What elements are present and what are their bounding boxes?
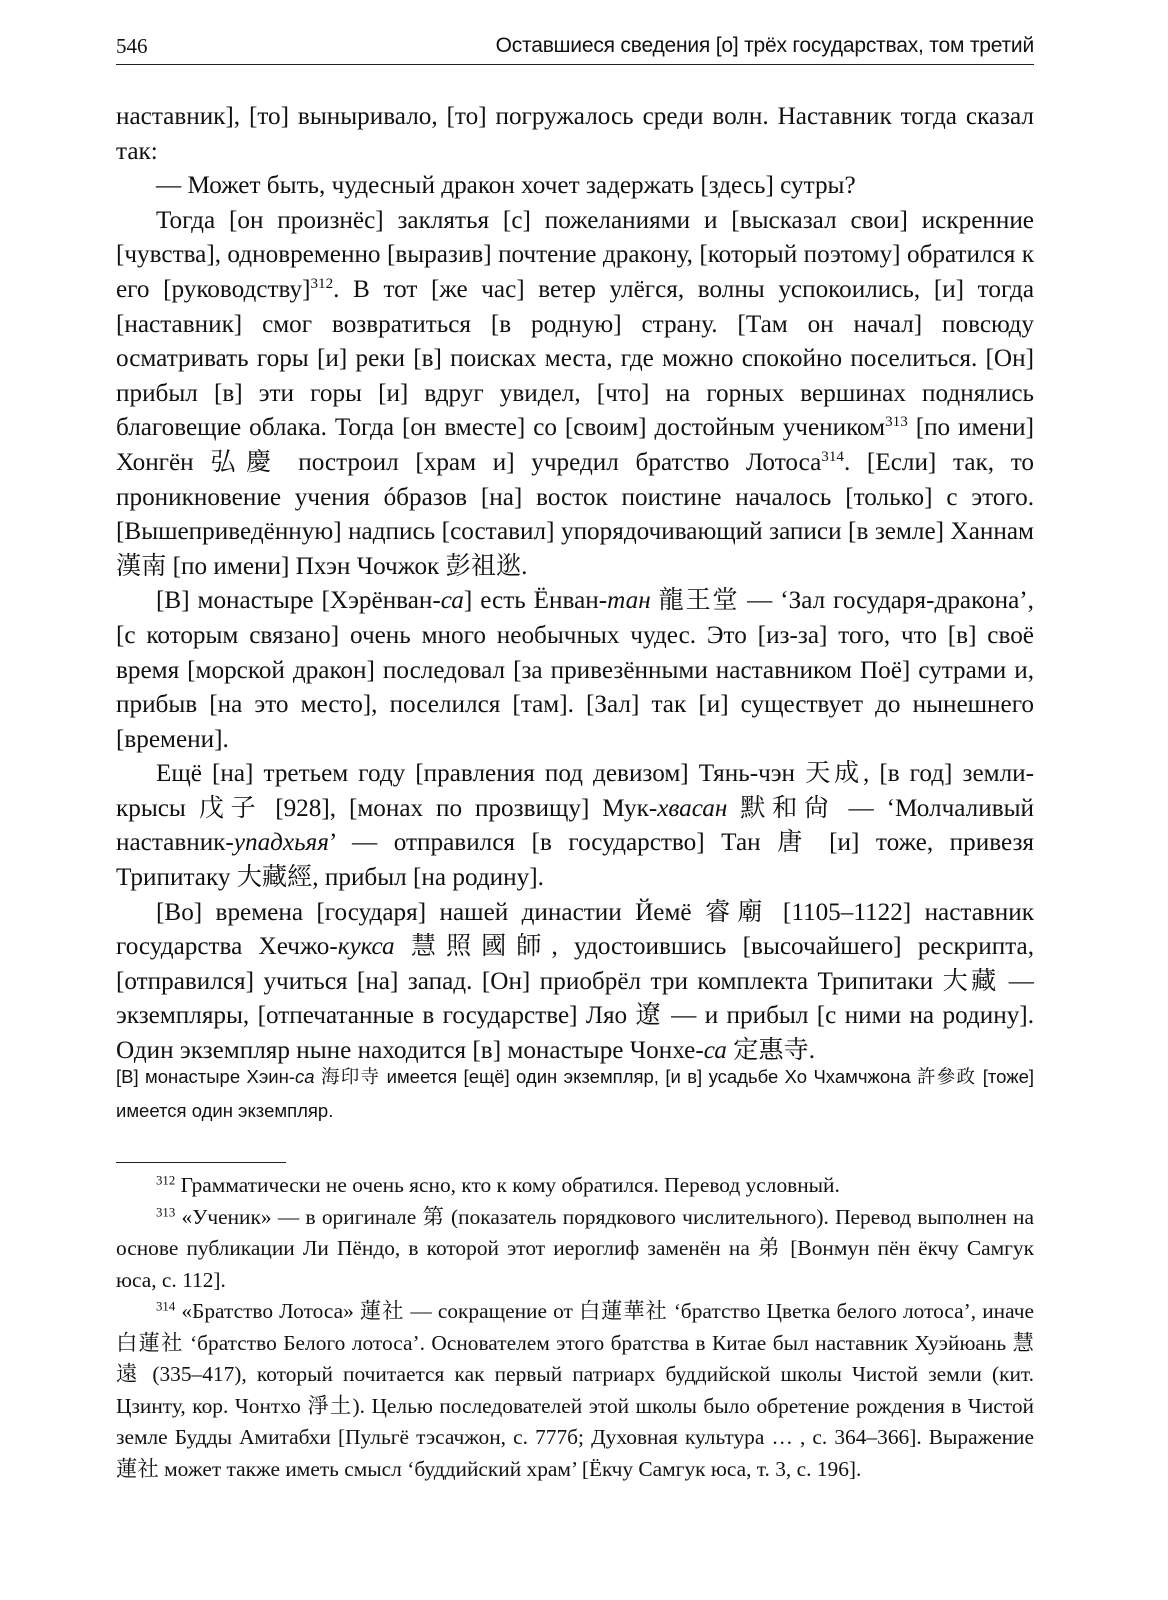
paragraph-5-text-b: 默和尙 — ‘Молчаливый наставник- bbox=[116, 794, 1034, 857]
paragraph-6-text-a: [Во] времена [государя] нашей династии Йемё 睿廟 [1105–1122] наставник государства Хечжо- bbox=[116, 898, 1034, 961]
footnote-312-text: Грамматически не очень ясно, кто к кому обратился. Перевод условный. bbox=[175, 1173, 840, 1197]
note-text-b: 海印寺 имеется [ещё] один экземпляр, [и в] усадьбе Хо Чхамчжона 許參政 [тоже] имеется один экземпляр. bbox=[116, 1066, 1034, 1121]
page-number: 546 bbox=[116, 34, 148, 58]
footnote-ref-314[interactable]: 314 bbox=[821, 448, 844, 465]
paragraph-3-text-d: . [Если] так, то проникновение учения óбразов [на] восток поистине началось [только] с этого. [Вышеприведённую] надпись [составил] упорядочивающий записи [в земле] Ханнам 漢南 [по имени] Пхэн Чочжок 彭祖逖. bbox=[116, 448, 1034, 580]
footnote-312 bbox=[116, 1170, 1034, 1202]
paragraph-3-text-a: Тогда [он произнёс] заклятья [с] пожеланиями и [высказал свои] искренние [чувства], одновременно [выразив] почтение дракону, [который поэтому] обратился к его [руководству] bbox=[116, 206, 1034, 303]
paragraph-6-text-c: 定惠寺. bbox=[726, 1037, 816, 1065]
footnotes bbox=[116, 1170, 1034, 1485]
paragraph-6-text-b: 慧照國師, удостоившись [высочайшего] рескрипта, [отправился] учиться [на] запад. [Он] приобрёл три комплекта Трипитаки 大藏 — экземпляры, [отпечатанные в государстве] Ляо 遼 — и прибыл [с ними на родину]. Один экземпляр ныне находится [в] монастыре Чонхе- bbox=[116, 933, 1034, 1065]
note-italic-a: са bbox=[295, 1066, 315, 1087]
paragraph-4-italic-a: са bbox=[440, 587, 464, 615]
paragraph-3-text-c: [по имени] Хонгён 弘慶 построил [храм и] учредил братство Лотоса bbox=[116, 414, 1035, 476]
page-header bbox=[116, 30, 1034, 65]
paragraph-4-text-b: ] есть Ёнван- bbox=[463, 587, 608, 615]
footnote-314 bbox=[116, 1296, 1034, 1485]
note-text-a: [В] монастыре Хэин- bbox=[116, 1066, 296, 1087]
footnote-313 bbox=[116, 1202, 1034, 1297]
paragraph-5-text-c: ’ — отправился [в государство] Тан 唐 [и] тоже, привезя Трипитаку 大藏經, прибыл [на родину]. bbox=[116, 829, 1034, 892]
paragraph-3 bbox=[116, 204, 1034, 585]
paragraph-3-text-b: . В тот [же час] ветер улёгся, волны успокоились, [и] тогда [наставник] смог возвратиться [в родную] страну. [Там он начал] повсюду осматривать горы [и] реки [в] поисках места, где можно спокойно поселиться. [Он] прибыл [в] эти горы [и] вдруг увидел, [что] на горных вершинах поднялись благовещие облака. Тогда [он вместе] со [своим] достойным учеником bbox=[116, 275, 1035, 442]
paragraph-6-italic-b: са bbox=[703, 1037, 727, 1065]
footnote-314-text: «Братство Лотоса» 蓮社 — сокращение от 白蓮華社 ‘братство Цветка белого лотоса’, иначе 白蓮社 ‘братство Белого лотоса’. Основателем этого братства в Китае был наставник Хуэйюань 慧遠 (335–417), который почитается как первый патриарх буддийской школы Чистой земли (кит. Цзинту, кор. Чонтхо 淨土). Целью последователей этой школы было обретение рождения в Чистой земле Будды Амитабхи [Пульгё тэсачжон, с. 777б; Духовная культура … , с. 364–366]. Выражение 蓮社 может также иметь смысл ‘буддийский храм’ [Ёкчу Самгук юса, т. 3, с. 196]. bbox=[116, 1299, 1034, 1481]
footnote-ref-313[interactable]: 313 bbox=[885, 414, 908, 431]
footnote-ref-312[interactable]: 312 bbox=[310, 275, 334, 292]
paragraph-5-italic-b: упадхьяя bbox=[233, 829, 329, 857]
paragraph-2-dialogue bbox=[116, 169, 1034, 204]
small-print-note bbox=[116, 1060, 1034, 1128]
paragraph-4-text-a: [В] монастыре [Хэрёнван- bbox=[156, 587, 441, 615]
paragraph-1-text: наставник], [то] выныривало, [то] погружалось среди волн. Наставник тогда сказал так: bbox=[116, 103, 1034, 165]
paragraph-5-italic-a: хвасан bbox=[657, 794, 728, 822]
footnote-number-314: 314 bbox=[156, 1299, 176, 1314]
paragraph-5-text-a: Ещё [на] третьем году [правления под девизом] Тянь-чэн 天成, [в год] земли-крысы 戊子 [928], [монах по прозвищу] Мук- bbox=[116, 760, 1034, 822]
footnote-number-313: 313 bbox=[156, 1204, 176, 1219]
paragraph-2-text: — Может быть, чудесный дракон хочет задержать [здесь] сутры? bbox=[156, 172, 856, 200]
paragraph-4 bbox=[116, 584, 1034, 757]
paragraph-5 bbox=[116, 757, 1034, 895]
paragraph-4-italic-b: тан bbox=[607, 587, 651, 615]
footnote-313-text: «Ученик» — в оригинале 第 (показатель порядкового числительного). Перевод выполнен на основе публикации Ли Пёндо, в которой этот иероглиф заменён на 弟 [Вонмун пён ёкчу Самгук юса, с. 112]. bbox=[116, 1204, 1034, 1292]
paragraph-4-text-c: 龍王堂 — ‘Зал государя-дракона’, [с которым связано] очень много необычных чудес. Это [из-за] того, что [в] своё время [морской дракон] последовал [за привезёнными наставником Поё] сутрами и, прибыв [на это место], поселился [там]. [Зал] так [и] существует до нынешнего [времени]. bbox=[116, 587, 1034, 753]
paragraph-1 bbox=[116, 100, 1034, 169]
main-text bbox=[116, 100, 1034, 1069]
footnote-separator bbox=[116, 1162, 286, 1163]
running-title: Оставшиеся сведения [о] трёх государствах, том третий bbox=[495, 34, 1034, 57]
paragraph-6-italic-a: кукса bbox=[337, 933, 395, 961]
footnote-number-312: 312 bbox=[156, 1173, 176, 1188]
paragraph-6 bbox=[116, 896, 1034, 1069]
